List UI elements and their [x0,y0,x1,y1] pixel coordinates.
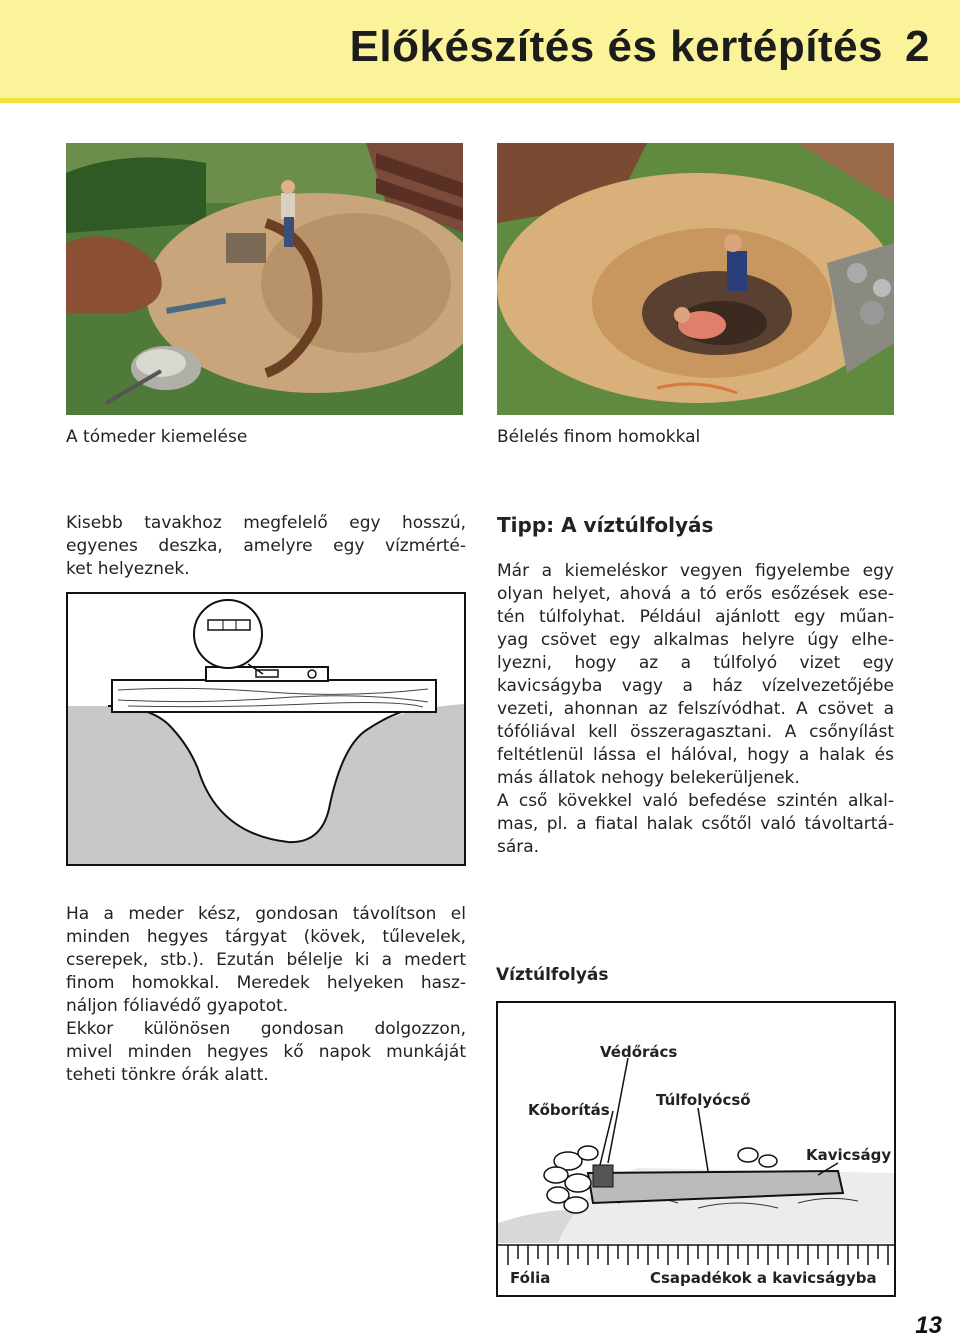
text-line: lyezni, hogy az a túlfolyó vizet egy [497,653,894,673]
intro-paragraph [66,512,466,581]
text-line: vezeti, ahonnan az felszívódhat. A csövet a [497,699,894,719]
label-stones: Kőborítás [528,1101,610,1119]
lining-instructions [66,903,466,1087]
text-line: Ekkor különösen gondosan dolgozzon, [66,1019,466,1039]
label-liner: Fólia [510,1269,551,1287]
page-number: 13 [915,1312,942,1339]
photo-digging-pond [66,143,463,415]
text-line: sára. [497,837,540,857]
text-line: Ha a meder kész, gondosan távolítson el [66,904,466,924]
text-line: tén túlfolyhat. Például ajánlott egy műan- [497,607,894,627]
photo-lining-sand-image [497,143,894,415]
text-line: egyenes deszka, amelyre egy vízmérté- [66,536,466,556]
text-line: finom homokkal. Meredek helyeken hasz- [66,973,466,993]
label-precipitation: Csapadékok a kavicságyba [650,1269,877,1287]
label-pipe: Túlfolyócső [656,1091,751,1109]
text-line: cserepek, stb.). Ezután bélelje ki a medert [66,950,466,970]
photo-digging-pond-image [66,143,463,415]
tip-paragraph [497,560,894,859]
overflow-diagram [496,1001,896,1297]
text-line: náljon fóliavédő gyapotot. [66,996,289,1016]
text-line: A cső kövekkel való befedése szintén alkal- [497,791,894,811]
label-gravel: Kavicságy [806,1146,892,1164]
chapter-number: 2 [905,22,930,71]
photo-lining-sand [497,143,894,415]
label-guard: Védőrács [600,1043,678,1061]
text-line: yag csövet egy alkalmas helyre úgy elhe- [497,630,894,650]
spirit-level-drawing [68,594,464,864]
text-line: mivel minden hegyes kő napok munkáját [66,1042,466,1062]
tip-title: Tipp: A víztúlfolyás [497,513,714,537]
text-line: feltétlenül lássa el hálóval, hogy a halak és [497,745,894,765]
caption-lining: Bélelés finom homokkal [497,427,701,447]
caption-digging: A tómeder kiemelése [66,427,248,447]
text-line: Már a kiemeléskor vegyen figyelembe egy [497,561,894,581]
text-line: minden hegyes tárgyat (kövek, tűlevelek, [66,927,466,947]
text-line: más állatok nehogy belekerüljenek. [497,768,800,788]
spirit-level-diagram [66,592,466,866]
text-line: mas, pl. a fiatal halak csőtől való távoltartá- [497,814,894,834]
text-line: teheti tönkre órák alatt. [66,1065,269,1085]
overflow-diagram-title: Víztúlfolyás [496,965,609,985]
page-title-text: Előkészítés és kertépítés [349,22,884,71]
text-line: Kisebb tavakhoz megfelelő egy hosszú, [66,513,466,533]
text-line: ket helyeznek. [66,559,190,579]
text-line: tófóliával kell összeragasztani. A csőnyílást [497,722,894,742]
text-line: kavicságyba vagy a ház vízelvezetőjébe [497,676,894,696]
text-line: olyan helyet, ahová a tó erős esőzések ese- [497,584,894,604]
page-title [350,22,930,72]
header-rule [0,98,960,103]
